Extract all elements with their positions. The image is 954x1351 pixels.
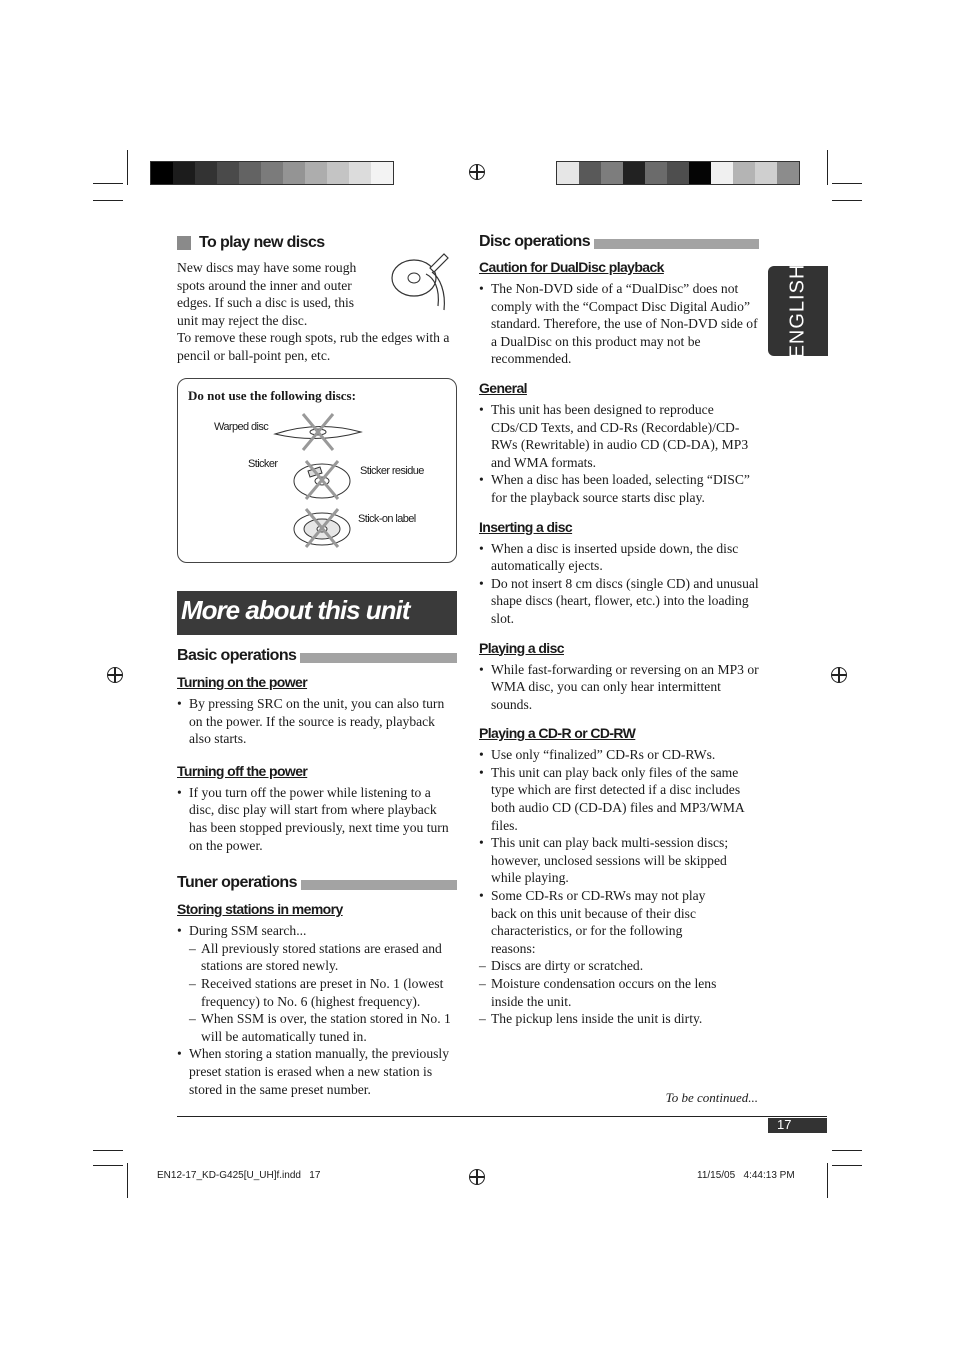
footer-file: EN12-17_KD-G425[U_UH]f.indd 17: [157, 1170, 321, 1181]
list-item: • When storing a station manually, the previously preset station is erased when a new station is stored in the same preset number.: [177, 1045, 457, 1098]
language-tab-label: ENGLISH: [786, 263, 809, 359]
list-item: • By pressing SRC on the unit, you can also turn on the power. If the source is ready, playback also starts.: [177, 695, 457, 748]
color-swatch: [557, 162, 579, 184]
list-item: • This unit can play back multi-session discs; however, unclosed sessions will be skipped while playing.: [479, 834, 759, 887]
registration-mark-icon: [469, 1169, 485, 1185]
inserting-list: [479, 540, 759, 628]
color-swatch: [261, 162, 283, 184]
sub-list-item: – When SSM is over, the station stored in No. 1 will be automatically tuned in.: [189, 1010, 457, 1045]
new-discs-para2: To remove these rough spots, rub the edges with a pencil or ball-point pen, etc.: [177, 330, 450, 363]
list-item: • Do not insert 8 cm discs (single CD) and unusual shape discs (heart, flower, etc.) into the loading slot.: [479, 575, 759, 628]
stick-on-label-label: Stick-on label: [358, 513, 416, 525]
list-item: • If you turn off the power while listening to a disc, disc play will start from where playback has been stopped previously, next time you turn on the power.: [177, 784, 457, 854]
heading-bar: [594, 239, 759, 249]
list-item: • This unit has been designed to reproduce CDs/CD Texts, and CD-Rs (Recordable)/CD-RWs (Rewritable) in audio CD (CD-DA), MP3 and WMA formats.: [479, 401, 759, 471]
disc-operations-heading: [479, 232, 759, 252]
do-not-use-title: Do not use the following discs:: [188, 388, 356, 403]
list-item: • The Non-DVD side of a “DualDisc” does not comply with the “Compact Disc Digital Audio” standard. Therefore, the use of Non-DVD side of a DualDisc on this product may not be recommended.: [479, 280, 759, 368]
footer-date: 11/15/05 4:44:13 PM: [697, 1170, 795, 1181]
new-discs-para1: New discs may have some rough spots around the inner and outer edges. If such a disc is used, this unit may reject the disc.: [177, 260, 357, 328]
color-swatch: [283, 162, 305, 184]
color-swatch: [777, 162, 799, 184]
sub-list-item: – Discs are dirty or scratched.: [479, 957, 747, 975]
color-swatch: [151, 162, 173, 184]
sub-list-item: – All previously stored stations are erased and stations are stored newly.: [189, 940, 457, 975]
stick-on-label-disc-icon: [290, 507, 354, 549]
heading-bar: [301, 880, 457, 890]
color-swatch: [173, 162, 195, 184]
list-item: • When a disc is inserted upside down, the disc automatically ejects.: [479, 540, 759, 575]
warped-disc-icon: [273, 412, 363, 452]
list-item: • This unit can play back only files of the same type which are first detected if a disc includes both audio CD (CD-DA) files and MP3/WMA files.: [479, 764, 759, 834]
list-item: • When a disc has been loaded, selecting “DISC” for the playback source starts disc play.: [479, 471, 759, 506]
cdr-list: [479, 746, 759, 1028]
sub-list: [189, 940, 457, 1046]
registration-mark-icon: [107, 667, 123, 683]
color-swatch: [371, 162, 393, 184]
sub-list: [479, 957, 747, 1027]
page-number-tab: [768, 1118, 827, 1133]
caution-list: [479, 280, 759, 368]
inserting-heading: Inserting a disc: [479, 518, 573, 535]
turning-on-heading: Turning on the power: [177, 674, 308, 690]
sub-list-item: – Received stations are preset in No. 1 (lowest frequency) to No. 6 (highest frequency).: [189, 975, 457, 1010]
list-item-text: During SSM search...: [189, 923, 307, 939]
language-tab: [768, 263, 828, 359]
new-discs-heading: To play new discs: [199, 234, 325, 251]
color-swatch: [689, 162, 711, 184]
warped-disc-label: Warped disc: [214, 421, 269, 433]
storing-heading: Storing stations in memory: [177, 901, 343, 918]
playing-cdr-heading: Playing a CD-R or CD-RW: [479, 725, 636, 742]
general-list: [479, 401, 759, 507]
color-swatch: [305, 162, 327, 184]
color-swatch: [623, 162, 645, 184]
heading-bar: [300, 653, 457, 663]
to-be-continued: To be continued...: [665, 1090, 758, 1105]
sub-list-item: – The pickup lens inside the unit is dirty.: [479, 1010, 747, 1028]
color-swatch: [239, 162, 261, 184]
turning-off-heading: Turning off the power: [177, 762, 308, 779]
turning-off-list: [177, 784, 457, 854]
playing-heading: Playing a disc: [479, 639, 564, 656]
sub-list-item: – Moisture condensation occurs on the lens inside the unit.: [479, 975, 747, 1010]
do-not-use-box: [177, 378, 457, 563]
color-swatch: [667, 162, 689, 184]
chapter-title-banner: [177, 591, 457, 635]
sticker-label: Sticker: [248, 458, 278, 470]
color-swatch: [645, 162, 667, 184]
square-bullet-icon: [177, 236, 191, 250]
basic-operations-heading: [177, 646, 457, 666]
color-swatch: [327, 162, 349, 184]
tuner-operations-heading: [177, 873, 457, 893]
list-item: [479, 887, 719, 1028]
page-number: 17: [777, 1117, 792, 1132]
list-item-text: Some CD-Rs or CD-RWs may not play back on this unit because of their disc characteristics, or for the following reasons:: [491, 888, 706, 956]
color-swatch: [711, 162, 733, 184]
sticker-disc-icon: [290, 459, 354, 501]
chapter-title: More about this unit: [181, 595, 410, 625]
bottom-rule: [177, 1116, 827, 1117]
disc-operations-label: Disc operations: [479, 233, 591, 250]
list-item: • While fast-forwarding or reversing on an MP3 or WMA disc, you can only hear intermittent sounds.: [479, 661, 759, 714]
general-heading: General: [479, 379, 527, 396]
color-bar-right: [556, 161, 800, 185]
color-swatch: [601, 162, 623, 184]
left-column-lower: [177, 646, 457, 1098]
list-item: • Use only “finalized” CD-Rs or CD-RWs.: [479, 746, 759, 764]
registration-mark-icon: [831, 667, 847, 683]
color-swatch: [349, 162, 371, 184]
caution-heading: Caution for DualDisc playback: [479, 259, 664, 275]
playing-list: [479, 661, 759, 714]
pen-on-disc-icon: [386, 248, 456, 318]
color-swatch: [217, 162, 239, 184]
right-column: [479, 232, 759, 1028]
turning-on-list: [177, 695, 457, 748]
basic-operations-label: Basic operations: [177, 647, 297, 664]
color-swatch: [755, 162, 777, 184]
storing-list: [177, 922, 457, 1098]
list-item: [177, 922, 457, 1045]
registration-mark-icon: [469, 164, 485, 180]
color-swatch: [579, 162, 601, 184]
color-swatch: [733, 162, 755, 184]
tuner-operations-label: Tuner operations: [177, 874, 297, 892]
color-swatch: [195, 162, 217, 184]
sticker-residue-label: Sticker residue: [360, 465, 424, 477]
color-bar-left: [150, 161, 394, 185]
